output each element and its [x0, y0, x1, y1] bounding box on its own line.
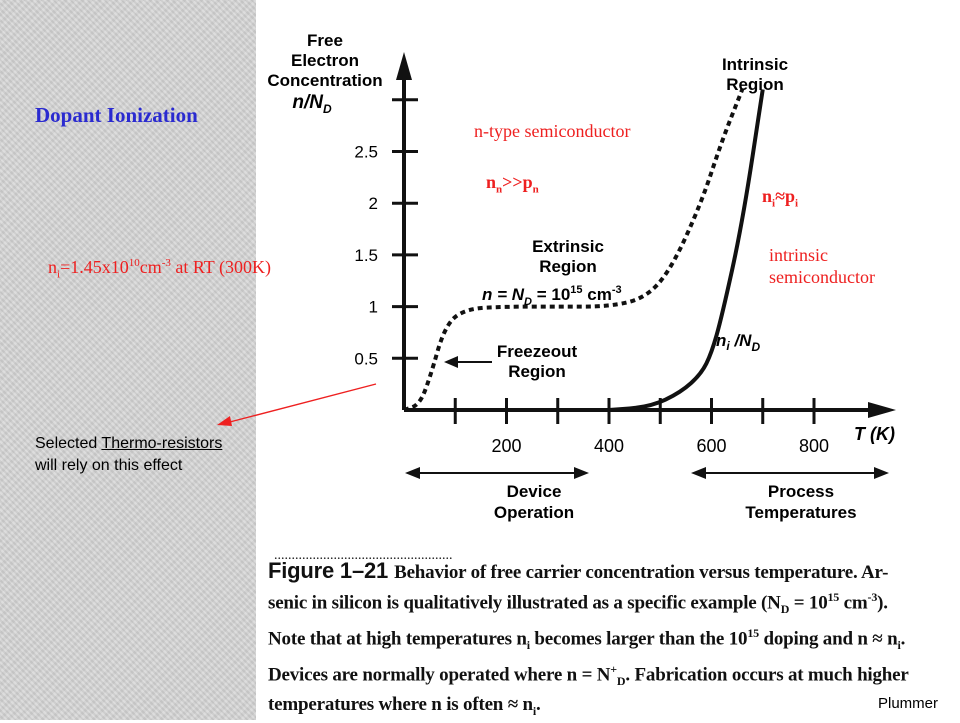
extrinsic-equation: $n = N_D = 10^{15}$ $cm^{-3}$: [482, 284, 622, 308]
caption-dots: ...................................................: [274, 548, 453, 563]
figure-label: Figure 1–21: [268, 558, 389, 583]
freezeout-region-1: Freezeout: [496, 342, 578, 361]
process-arrowhead-right: [874, 467, 889, 479]
ylabel-line-3: Concentration: [267, 71, 383, 90]
thermo-resistors-link[interactable]: Thermo-resistors: [101, 435, 223, 452]
pointer-arrowhead: [217, 416, 232, 426]
freezeout-region-2: Region: [508, 362, 566, 381]
x-tick-label: 400: [593, 436, 625, 456]
credit: Plummer: [878, 695, 939, 712]
intrinsic-solid-curve: [609, 89, 763, 410]
y-tick-label: 1.5: [354, 245, 378, 265]
thermo-resistor-note: Selected Thermo-resistors will rely on this effect: [35, 435, 223, 474]
process-temps-2: Temperatures: [745, 503, 857, 522]
ni-pi-label: $n_i\approx p_i$: [762, 186, 799, 210]
y-tick-labels: [354, 143, 378, 369]
intrinsic-concentration-note: $n_i=1.45x10^{10}cm^{-3}$ at RT (300K): [48, 257, 271, 281]
figure-caption: ................................................... Figure 1–21 Behavior of free carrier concentration versus temperature. Ar- senic in silicon is qualitatively illustrated as a specific example ($N_D = 10^{15}$ $cm^{-3}$). Note that at high temperatures $n_i$ becomes larger than the $10^{15}$ doping and $n \approx n_i$. Devices are normally operated where $n = N^+_D$. Fabrication occurs at much higher temperatures where n is often ≈ $n_i$.: [268, 559, 958, 723]
device-op-2: Operation: [493, 503, 575, 522]
x-tick-label: 200: [491, 436, 522, 456]
process-temps-1: Process: [767, 482, 835, 501]
pointer-arrow-line: [226, 384, 376, 423]
y-tick-label: 2.5: [354, 142, 378, 162]
device-op-1: Device: [506, 482, 562, 501]
process-arrowhead-left: [691, 467, 706, 479]
y-tick-label: 0.5: [354, 349, 378, 369]
x-tick-label: 600: [696, 436, 727, 456]
device-op-arrowhead-left: [405, 467, 420, 479]
intrinsic-semiconductor-label: intrinsic semiconductor: [769, 245, 875, 287]
ylabel-line-1: Free: [307, 31, 343, 50]
extrinsic-region-2: Region: [539, 257, 597, 276]
intrinsic-region-1: Intrinsic: [721, 55, 789, 74]
freezeout-arrowhead: [444, 356, 458, 368]
ylabel-line-4: $n/N_D$: [292, 92, 332, 116]
nn-pn-label: $n_n>>p_n$: [486, 172, 539, 196]
y-tick-label: 1: [368, 297, 378, 317]
intrinsic-region-2: Region: [726, 75, 784, 94]
ni-nd-label: $n_i$ $/N_D$: [716, 331, 761, 354]
ylabel-line-2: Electron: [290, 51, 360, 70]
slide-title: Dopant Ionization: [35, 103, 198, 127]
device-op-arrowhead-right: [574, 467, 589, 479]
y-tick-label: 2: [368, 194, 378, 214]
ntype-label: n-type semiconductor: [474, 121, 631, 141]
y-axis-arrowhead: [396, 52, 412, 80]
xlabel: T (K): [854, 424, 895, 444]
x-axis-arrowhead: [868, 402, 896, 418]
extrinsic-region-1: Extrinsic: [532, 237, 604, 256]
x-tick-labels: [491, 436, 829, 456]
x-tick-label: 800: [798, 436, 830, 456]
